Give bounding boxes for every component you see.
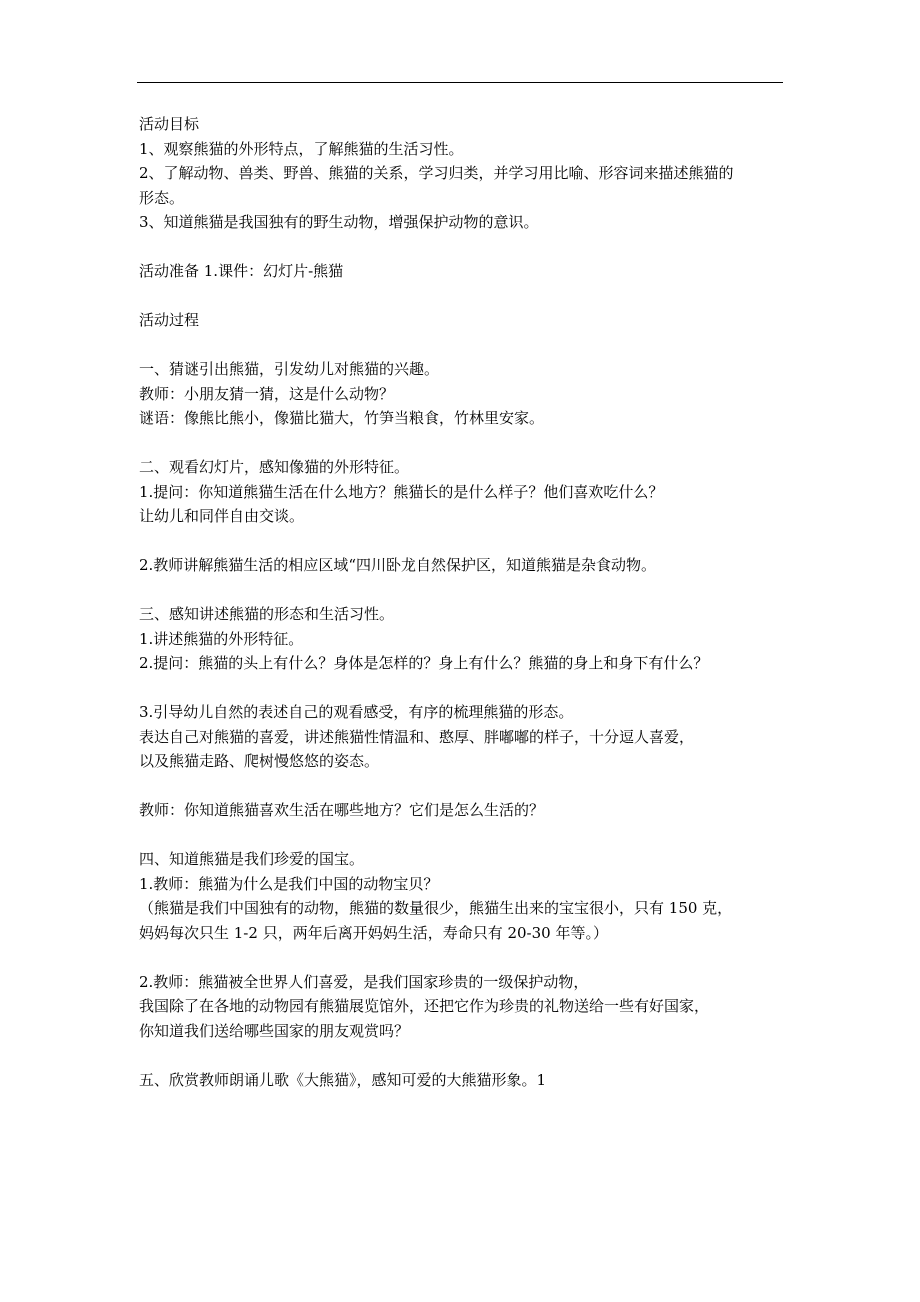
text-line: 1.提问：你知道熊猫生活在什么地方？熊猫长的是什么样子？他们喜欢吃什么？: [139, 482, 664, 501]
text-line: 三、感知讲述熊猫的形态和生活习性。: [139, 605, 395, 623]
text-line: （熊猫是我们中国独有的动物，熊猫的数量很少，熊猫生出来的宝宝很小，只有 150 克，: [139, 899, 733, 917]
blank-line: [139, 235, 789, 260]
blank-line: [139, 676, 789, 701]
text-line: 1.讲述熊猫的外形特征。: [139, 629, 304, 648]
text-line: 3.引导幼儿自然的表述自己的观看感受，有序的梳理熊猫的形态。: [139, 703, 574, 721]
text-line: 表达自己对熊猫的喜爱，讲述熊猫性情温和、憨厚、胖嘟嘟的样子，十分逗人喜爱，: [139, 727, 695, 746]
blank-line: [139, 945, 789, 970]
text-line: 你知道我们送给哪些国家的朋友观赏吗？: [139, 1021, 410, 1040]
text-line: 活动过程: [139, 311, 200, 329]
blank-line: [139, 823, 789, 848]
text-line: 2、了解动物、兽类、野兽、熊猫的关系，学习归类，并学习用比喻、形容词来描述熊猫的: [139, 164, 734, 182]
text-line: 3、知道熊猫是我国独有的野生动物，增强保护动物的意识。: [139, 213, 539, 231]
text-line: 五、欣赏教师朗诵儿歌《大熊猫》，感知可爱的大熊猫形象。1: [139, 1070, 547, 1089]
blank-line: [139, 333, 789, 358]
text-line: 1、观察熊猫的外形特点，了解熊猫的生活习性。: [139, 139, 464, 158]
blank-line: [139, 284, 789, 309]
text-line: 教师：你知道熊猫喜欢生活在哪些地方？它们是怎么生活的？: [139, 801, 545, 819]
text-line: 教师：小朋友猜一猜，这是什么动物？: [139, 384, 395, 403]
text-line: 形态。: [139, 188, 185, 207]
document-body: [139, 112, 789, 1092]
text-line: 妈妈每次只生 1-2 只，两年后离开妈妈生活，寿命只有 20-30 年等。）: [139, 923, 608, 942]
text-line: 2.教师讲解熊猫生活的相应区域“四川卧龙自然保护区，知道熊猫是杂食动物。: [139, 556, 656, 574]
blank-line: [139, 774, 789, 799]
blank-line: [139, 529, 789, 554]
text-line: 活动准备 1.课件：幻灯片-熊猫: [139, 262, 344, 280]
text-line: 2.提问：熊猫的头上有什么？身体是怎样的？身上有什么？熊猫的身上和身下有什么？: [139, 654, 709, 672]
text-line: 四、知道熊猫是我们珍爱的国宝。: [139, 850, 365, 868]
text-line: 谜语：像熊比熊小，像猫比猫大，竹笋当粮食，竹林里安家。: [139, 409, 545, 427]
header-rule: [137, 82, 783, 83]
text-line: 我国除了在各地的动物园有熊猫展览馆外，还把它作为珍贵的礼物送给一些有好国家，: [139, 997, 710, 1015]
text-line: 2.教师：熊猫被全世界人们喜爱，是我们国家珍贵的一级保护动物，: [139, 972, 589, 991]
blank-line: [139, 1043, 789, 1068]
text-line: 1.教师：熊猫为什么是我们中国的动物宝贝？: [139, 874, 439, 893]
text-line: 一、猜谜引出熊猫，引发幼儿对熊猫的兴趣。: [139, 360, 440, 378]
text-line: 以及熊猫走路、爬树慢悠悠的姿态。: [139, 752, 380, 770]
blank-line: [139, 578, 789, 603]
text-line: 活动目标: [139, 115, 200, 133]
text-line: 二、观看幻灯片，感知像猫的外形特征。: [139, 458, 410, 476]
blank-line: [139, 431, 789, 456]
text-line: 让幼儿和同伴自由交谈。: [139, 507, 305, 525]
